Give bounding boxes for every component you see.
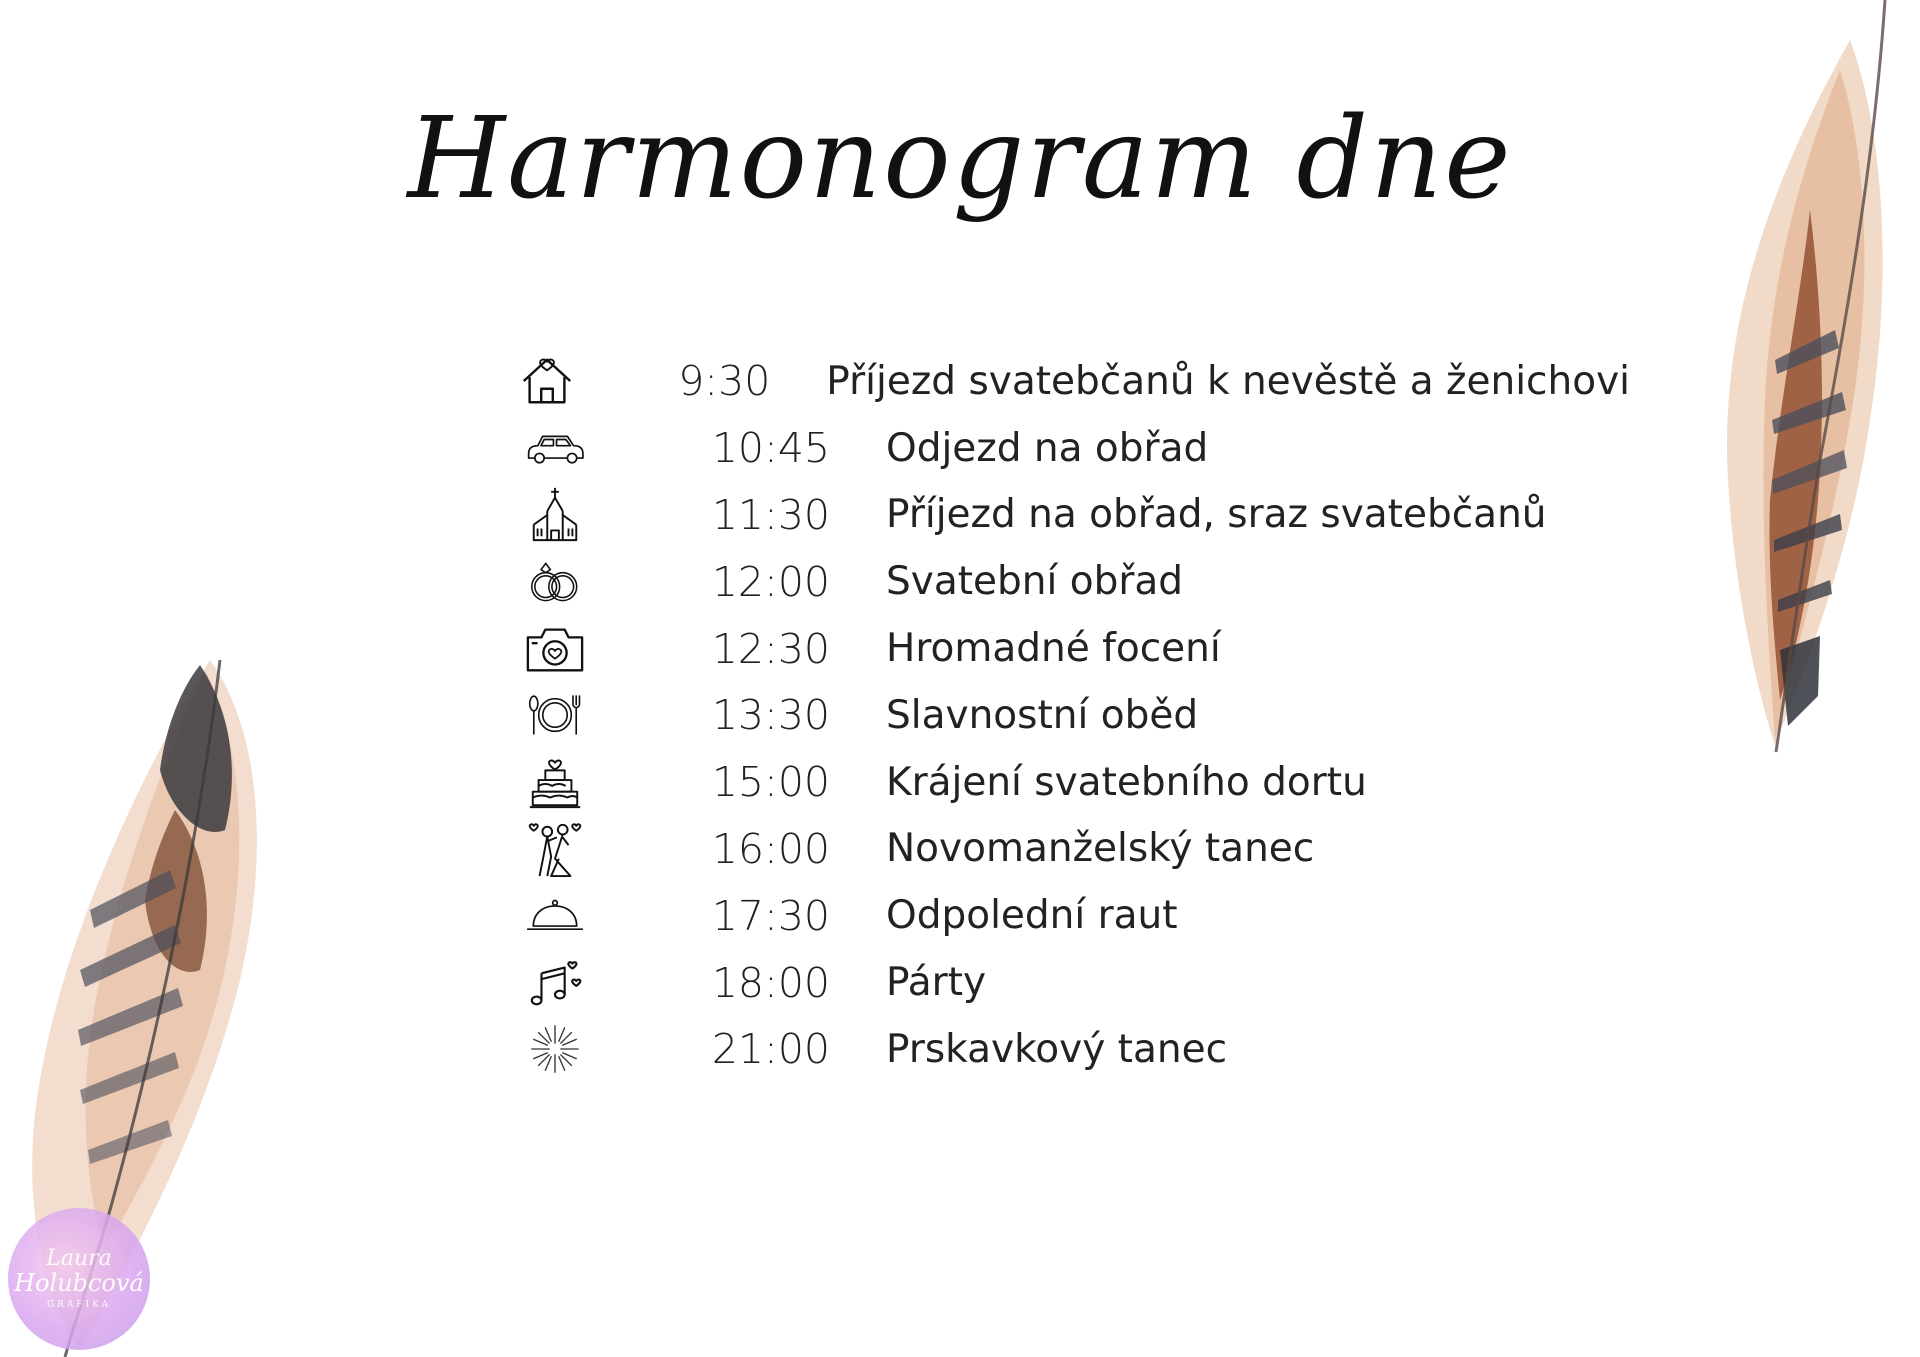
schedule-row — [510, 882, 1630, 949]
schedule-row — [510, 1016, 1630, 1083]
schedule-time: 9:30 — [678, 357, 771, 406]
schedule-event: Odpolední raut — [886, 893, 1178, 939]
schedule-event: Odjezd na obřad — [886, 425, 1209, 471]
schedule-time: 18:00 — [711, 958, 830, 1007]
schedule-time: 16:00 — [711, 824, 830, 873]
designer-logo — [8, 1208, 150, 1350]
cloche-icon — [510, 886, 600, 946]
car-icon — [510, 418, 600, 478]
schedule-time: 10:45 — [711, 424, 830, 473]
schedule-event: Svatební obřad — [886, 559, 1184, 605]
schedule-event: Novomanželský tanec — [886, 826, 1315, 872]
music-notes-icon — [510, 953, 600, 1013]
schedule-time: 13:30 — [711, 691, 830, 740]
schedule-time: 12:00 — [711, 557, 830, 606]
schedule-row — [510, 749, 1630, 816]
schedule-event: Prskavkový tanec — [886, 1026, 1228, 1072]
wedding-cake-icon — [510, 752, 600, 812]
feather-right-illustration — [1680, 0, 1920, 760]
sparkler-icon — [510, 1019, 600, 1079]
schedule-row — [510, 415, 1630, 482]
schedule-time: 17:30 — [711, 891, 830, 940]
schedule-time: 12:30 — [711, 624, 830, 673]
schedule-event: Příjezd svatebčanů k nevěstě a ženichovi — [826, 358, 1630, 404]
schedule-row — [510, 615, 1630, 682]
house-heart-icon — [510, 351, 583, 411]
dancing-couple-icon — [510, 819, 600, 879]
schedule-time: 11:30 — [711, 490, 830, 539]
logo-line-1: Laura — [46, 1245, 112, 1271]
schedule-event: Hromadné focení — [886, 626, 1221, 672]
schedule-time: 15:00 — [711, 758, 830, 807]
schedule-event: Párty — [886, 960, 987, 1006]
logo-line-3: GRAFIKA — [46, 1300, 112, 1311]
schedule-event: Slavnostní oběd — [886, 692, 1199, 738]
camera-heart-icon — [510, 619, 600, 679]
schedule-row — [510, 482, 1630, 549]
logo-line-2: Holubcová — [14, 1268, 144, 1297]
schedule-list — [510, 348, 1630, 1083]
schedule-row — [510, 816, 1630, 883]
schedule-row — [510, 348, 1630, 415]
church-icon — [510, 485, 600, 545]
wedding-rings-icon — [510, 552, 600, 612]
schedule-row — [510, 548, 1630, 615]
schedule-event: Krájení svatebního dortu — [886, 759, 1367, 805]
schedule-row — [510, 682, 1630, 749]
plate-cutlery-icon — [510, 685, 600, 745]
schedule-row — [510, 949, 1630, 1016]
page-title: Harmonogram dne — [407, 94, 1513, 224]
schedule-event: Příjezd na obřad, sraz svatebčanů — [886, 492, 1547, 538]
schedule-time: 21:00 — [711, 1025, 830, 1074]
